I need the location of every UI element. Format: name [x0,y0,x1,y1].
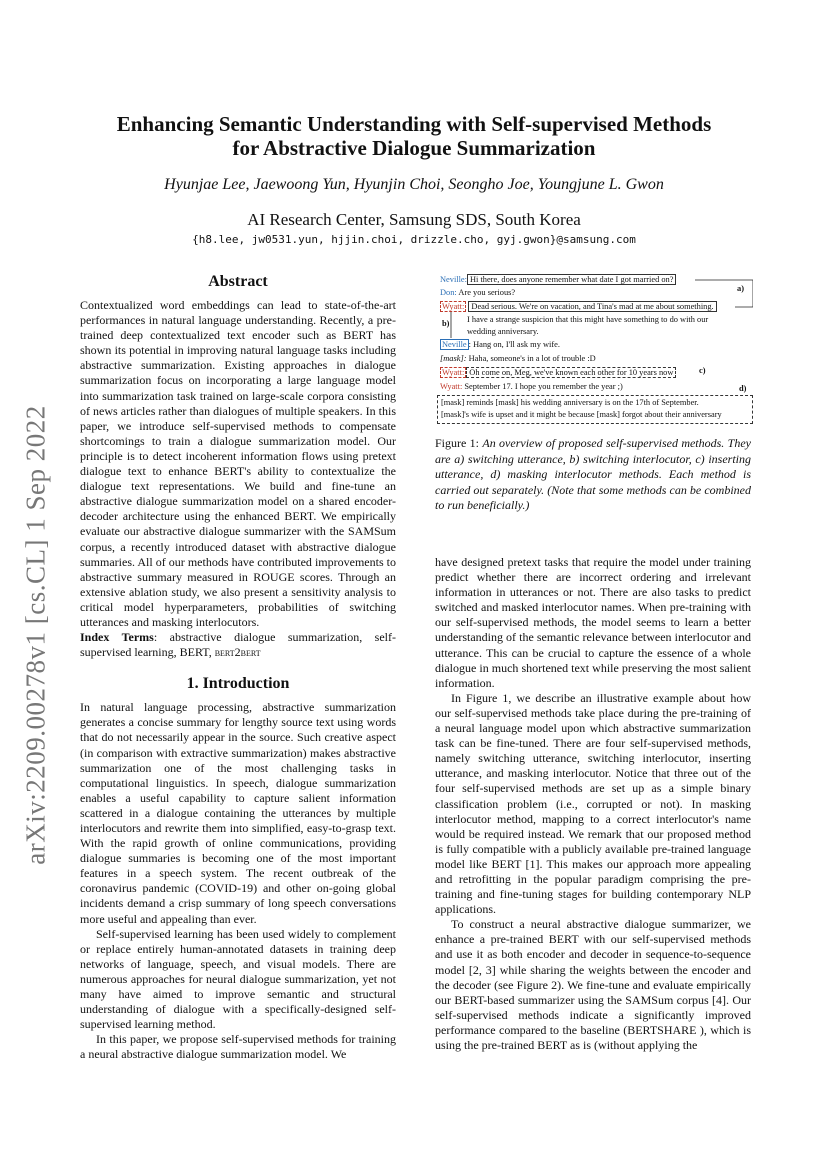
abstract-heading: Abstract [208,273,268,290]
intro-paragraph-3: In this paper, we propose self-supervised methods for training a neural abstractive dialogue summarization model. We [80,1032,396,1062]
fig-row: I have a strange suspicion that this might have something to do with our [467,315,709,324]
fig-row: Wyatt: Dead serious. We're on vacation, and Tina's mad at me about something. [440,301,717,314]
left-column [80,272,396,1063]
masked-summary-box: [mask] reminds [mask] his wedding anniversary is on the 17th of September. [mask]'s wife is upset and it might be because [mask] forgot about their anniversary [437,395,753,424]
title-line-1: Enhancing Semantic Understanding with Self-supervised Methods [116,112,712,136]
right-paragraph-2: In Figure 1, we describe an illustrative example about how our self-supervised methods take place during the pre-training of a neural language model upon which abstractive summarization task can be fine-tuned. There are four self-supervised methods, namely switching utterance, switching interlocutor, inserting utterance, and masking interlocutor. Notice that three out of the four self-supervised methods are set up as a simple binary classification problem (i.e., corrupted or not). In masking interlocutor method, mapping to a correct interlocutor's name would be required instead. We remark that our proposed method is fully compatible with a publicly available pre-trained language model like BERT [1]. This makes our approach more appealing and retrofitting in the popular paradigm comprising the pre-training and fine-tuning stages for building contemporary NLP applications. [435,690,751,917]
intro-heading: 1. Introduction [186,675,290,693]
paper-title [80,112,748,160]
figure-arrows [437,274,753,430]
mark-b: b) [442,319,450,328]
index-terms: Index Terms: abstractive dialogue summarization, self-supervised learning, BERT, bert2bert [80,630,396,660]
affiliation: AI Research Center, Samsung SDS, South Korea [247,210,581,229]
title-line-2: for Abstractive Dialogue Summarization [232,136,596,160]
right-paragraph-3: To construct a neural abstractive dialogue summarizer, we enhance a pre-trained BERT with our self-supervised methods and use it as both encoder and decoder in sequence-to-sequence model [2, 3] while sharing the weights between the encoder and the decoder (see Figure 2). We fine-tune and evaluate empirically our BERT-based summarizer using the SAMSum corpus [4]. Our self-supervised methods indicate a significantly improved performance compared to the baseline (BERTSHARE ), which is using the pre-trained BERT as is (without applying the [435,917,751,1052]
right-paragraph-1: have designed pretext tasks that require the model under training predict whether there are incorrect ordering and irrelevant information in utterances or not. There are also tasks to predict switched and masked interlocutor names. When pre-training with our self-supervised methods, the model seems to learn a better understanding of the semantic relevance between interlocutor and utterance. This can be crucial to capture the essence of a whole dialogue in much shortened text while preserving the most salient information. [435,555,751,690]
arxiv-identifier: arXiv:2209.00278v1 [cs.CL] 1 Sep 2022 [20,405,51,865]
right-column [435,555,751,1053]
fig-row: [mask]: Haha, someone's in a lot of trouble :D [440,354,596,363]
intro-paragraph-1: In natural language processing, abstractive summarization generates a concise summary for lengthy source text using words that do not necessarily appear in the source. Such creative aspect (in comparison with extractive summarization) makes abstractive summarization one of the most challenging tasks in computational linguistics. In speech, dialogue summarization enables a useful capability to capture salient information scattered in a dialogue containing the utterances by multiple interlocutors and rewrite them into simplified, easy-to-grasp text. With the rapid growth of online communications, providing dialogue summaries is becoming one of the most important features in a speech system. The recent outbreak of the coronavirus pandemic (COVID-19) and other on-going global incidents demand a crisp summary of long speech conversations more useful and appealing than ever. [80,700,396,926]
mark-d: d) [739,384,747,393]
fig-row: Neville : Hang on, I'll ask my wife. [442,340,560,349]
abstract-text: Contextualized word embeddings can lead to state-of-the-art performances in natural language understanding. Recently, a pre-trained deep contextualized text encoder such as BERT has shown its potential in improving natural language tasks including abstractive summarization. Existing approaches in dialogue summarization focus on incorporating a large language model into summarization task trained on large-scale corpora consisting of news articles rather than dialogues of multiple speakers. In this paper, we introduce self-supervised methods to compensate shortcomings to train a dialogue summarization model. Our principle is to detect incoherent information flows using pretext dialogue text to enhance BERT's ability to contextualize the dialogue text representations. We build and fine-tune an abstractive dialogue summarization model on a shared encoder-decoder architecture using the enhanced BERT. We empirically evaluate our abstractive dialogue summarizer with the SAMSum corpus, a recently introduced dataset with abstractive dialogue summaries. All of our methods have contributed improvements to abstractive summary measured in ROUGE scores. Through an extensive ablation study, we also present a sensitivity analysis to critical model hyperparameters, probabilities of switching utterances and masking interlocutors. [80,298,396,629]
mark-c: c) [699,366,706,375]
intro-paragraph-2: Self-supervised learning has been used widely to complement or replace entirely human-annotated datasets in training deep networks of language, speech, and visual models. There are numerous approaches for neural dialogue summarization, yet not many have aimed to improve semantic and structural understanding of dialogue with a specifically-designed self-supervised learning method. [80,926,396,1032]
fig-row: Don: Are you serious? [440,288,516,297]
emails: {h8.lee, jw0531.yun, hjjin.choi, drizzle.cho, gyj.gwon}@samsung.com [192,233,636,246]
mark-a: a) [737,284,744,293]
figure-caption: Figure 1: An overview of proposed self-supervised methods. They are a) switching utterance, b) switching interlocutor, c) inserting utterance, d) masking interlocutor methods. Each method is carried out separately. (Note that some methods can be combined to run beneficially.) [435,436,751,512]
authors: Hyunjae Lee, Jaewoong Yun, Hyunjin Choi, Seongho Joe, Youngjune L. Gwon [164,176,664,193]
fig-row: Wyatt: September 17. I hope you remember the year ;) [440,382,623,391]
fig-row: wedding anniversary. [467,327,539,336]
fig-row: Wyatt: Oh come on, Meg, we've known each other for 10 years now [440,367,676,380]
figure-1 [437,274,753,430]
fig-row: Neville: Hi there, does anyone remember what date I got married on? [440,274,676,287]
